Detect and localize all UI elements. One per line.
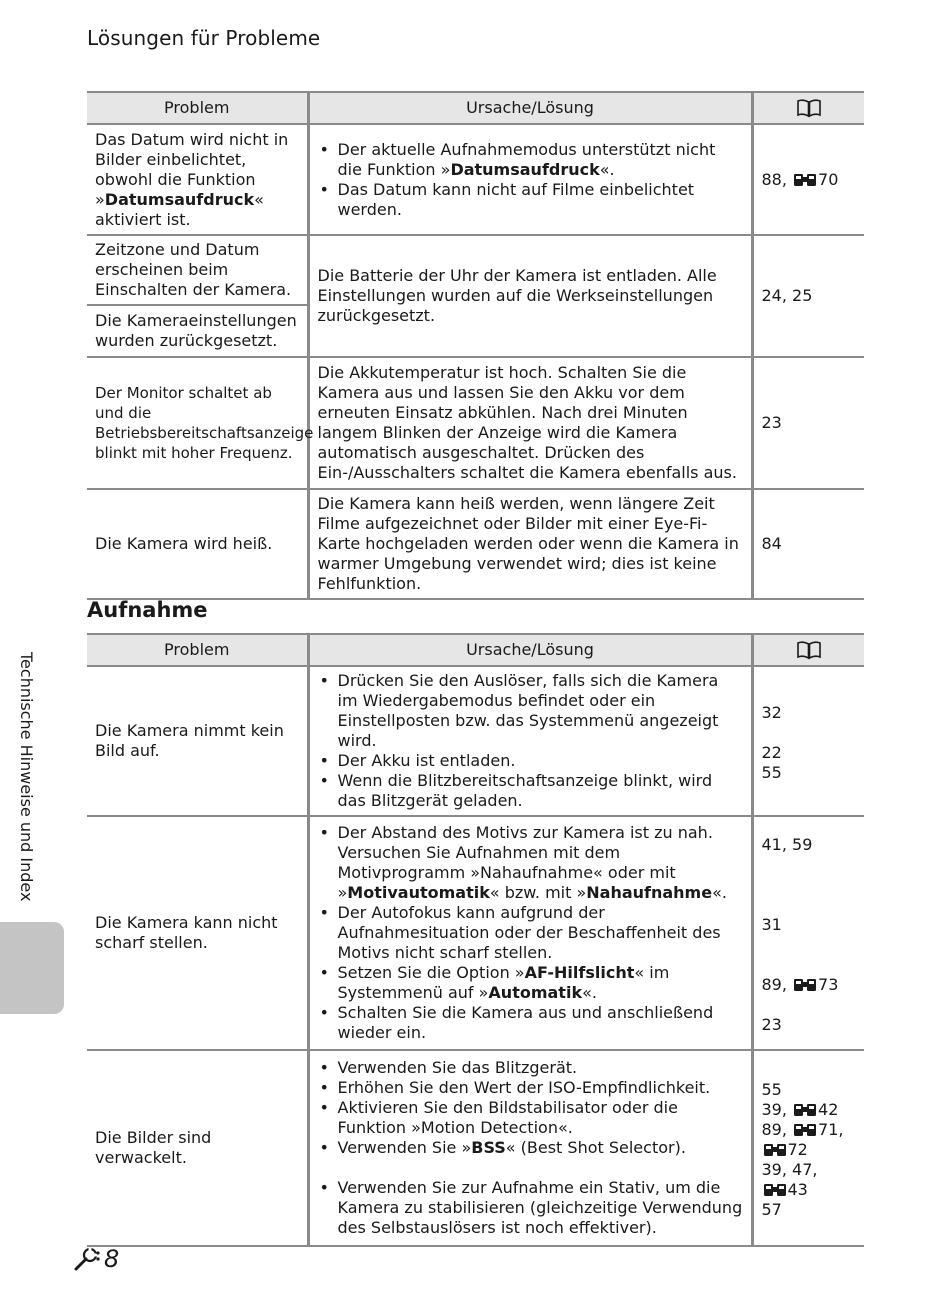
cause-cell: Die Akkutemperatur ist hoch. Schalten Sie die Kamera aus und lassen Sie den Akku vor dem erneuten Einsatz abkühlen. Nach drei Minuten langem Blinken der Anzeige wird die Kamera automatisch ausgeschaltet. Drücken des Ein-/Ausschalters schaltet die Kamera ebenfalls aus.	[308, 357, 752, 489]
book-icon	[796, 640, 822, 660]
cause-cell	[308, 666, 752, 816]
section-heading: Aufnahme	[87, 598, 208, 622]
cause-cell: Die Batterie der Uhr der Kamera ist entladen. Alle Einstellungen wurden auf die Werkseinstellungen zurückgesetzt.	[308, 235, 752, 357]
wrench-icon	[72, 1245, 102, 1273]
problem-cell: Die Kamera nimmt kein Bild auf.	[87, 666, 308, 816]
section-tab	[0, 922, 64, 1014]
list-item: • Verwenden Sie zur Aufnahme ein Stativ, um die Kamera zu stabilisieren (gleichzeitige Verwendung des Selbstauslösers ist noch effektiver).	[318, 1178, 743, 1238]
problem-cell: Der Monitor schaltet ab und die Betriebsbereitschaftsanzeige blinkt mit hoher Frequenz.	[87, 357, 308, 489]
list-item: • Verwenden Sie »BSS« (Best Shot Selector).	[318, 1138, 743, 1158]
list-item: • Aktivieren Sie den Bildstabilisator oder die Funktion »Motion Detection«.	[318, 1098, 743, 1138]
list-item: • Das Datum kann nicht auf Filme einbelichtet werden.	[318, 180, 743, 220]
reference-section-icon	[763, 1183, 787, 1197]
reference-section-icon	[793, 978, 817, 992]
cause-cell	[308, 816, 752, 1050]
list-item: • Der Akku ist entladen.	[318, 751, 743, 771]
list-item: • Schalten Sie die Kamera aus und anschließend wieder ein.	[318, 1003, 743, 1043]
problem-cell: Zeitzone und Datum erscheinen beim Einschalten der Kamera.	[87, 235, 308, 305]
list-item: • Verwenden Sie das Blitzgerät.	[318, 1058, 743, 1078]
list-item: • Drücken Sie den Auslöser, falls sich die Kamera im Wiedergabemodus befindet oder ein Einstellposten bzw. das Systemmenü angezeigt wird.	[318, 671, 743, 751]
column-header-page	[752, 634, 864, 666]
page-ref-cell: 23	[752, 357, 864, 489]
problem-cell: Die Bilder sind verwackelt.	[87, 1050, 308, 1246]
page-number-text: 8	[104, 1245, 120, 1273]
page-ref-cell: 24, 25	[752, 235, 864, 357]
cause-cell	[308, 124, 752, 235]
table-row	[87, 235, 864, 305]
list-item: • Der Autofokus kann aufgrund der Aufnahmesituation oder der Beschaffenheit des Motivs nicht scharf stellen.	[318, 903, 743, 963]
page-ref-cell: 88, 70	[752, 124, 864, 235]
reference-section-icon	[763, 1143, 787, 1157]
troubleshooting-table-shooting	[87, 633, 864, 1247]
table-row	[87, 816, 864, 1050]
running-head: Lösungen für Probleme	[87, 26, 321, 50]
page-ref-cell: 55 39, 42 89, 71, 72 39, 47, 43 57	[752, 1050, 864, 1246]
page-ref-cell: 84	[752, 489, 864, 599]
column-header-cause: Ursache/Lösung	[308, 634, 752, 666]
reference-section-icon	[793, 1103, 817, 1117]
troubleshooting-table-general	[87, 91, 864, 600]
problem-cell: Das Datum wird nicht in Bilder einbelichtet, obwohl die Funktion »Datumsaufdruck« aktiviert ist.	[87, 124, 308, 235]
column-header-problem: Problem	[87, 92, 308, 124]
list-item: • Setzen Sie die Option »AF-Hilfslicht« im Systemmenü auf »Automatik«.	[318, 963, 743, 1003]
page-ref-cell: 32 22 55	[752, 666, 864, 816]
table-row	[87, 357, 864, 489]
reference-section-icon	[793, 173, 817, 187]
book-icon	[796, 98, 822, 118]
reference-section-icon	[793, 1123, 817, 1137]
list-item: • Der aktuelle Aufnahmemodus unterstützt nicht die Funktion »Datumsaufdruck«.	[318, 140, 743, 180]
problem-cell: Die Kamera wird heiß.	[87, 489, 308, 599]
cause-cell	[308, 1050, 752, 1246]
cause-cell: Die Kamera kann heiß werden, wenn längere Zeit Filme aufgezeichnet oder Bilder mit einer Eye-Fi-Karte hochgeladen werden oder wenn die Kamera in warmer Umgebung verwendet wird; dies ist keine Fehlfunktion.	[308, 489, 752, 599]
column-header-problem: Problem	[87, 634, 308, 666]
problem-cell: Die Kameraeinstellungen wurden zurückgesetzt.	[87, 305, 308, 357]
side-section-label: Technische Hinweise und Index	[17, 652, 36, 902]
table-row	[87, 489, 864, 599]
list-item: • Wenn die Blitzbereitschaftsanzeige blinkt, wird das Blitzgerät geladen.	[318, 771, 743, 811]
problem-cell: Die Kamera kann nicht scharf stellen.	[87, 816, 308, 1050]
list-item: • Erhöhen Sie den Wert der ISO-Empfindlichkeit.	[318, 1078, 743, 1098]
table-row	[87, 666, 864, 816]
page-ref-cell: 41, 59 31 89, 73 23	[752, 816, 864, 1050]
table-row	[87, 1050, 864, 1246]
list-item: • Der Abstand des Motivs zur Kamera ist zu nah. Versuchen Sie Aufnahmen mit dem Motivprogramm »Nahaufnahme« oder mit »Motivautomatik« bzw. mit »Nahaufnahme«.	[318, 823, 743, 903]
table-row	[87, 124, 864, 235]
column-header-cause: Ursache/Lösung	[308, 92, 752, 124]
page-number	[72, 1245, 119, 1273]
column-header-page	[752, 92, 864, 124]
